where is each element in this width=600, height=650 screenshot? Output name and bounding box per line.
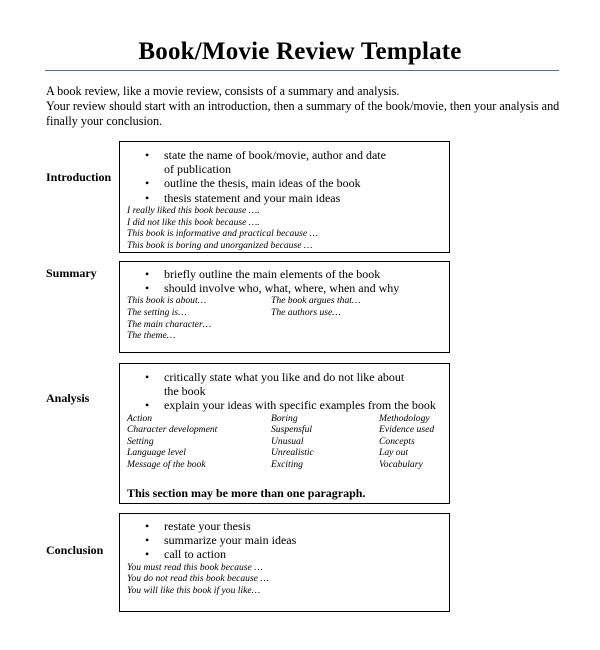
analysis-examples [120,413,449,471]
introduction-box [119,141,450,253]
example-phrase: The book argues that… [271,295,361,307]
example-phrase: Unusual [271,435,304,447]
list-item: • outline the thesis, main ideas of the book [120,176,449,190]
example-phrase: Action [127,412,153,424]
list-item: • state the name of book/movie, author and date of publication [120,148,449,176]
page-title: Book/Movie Review Template [138,38,462,65]
analysis-points [120,370,449,413]
summary-label: Summary [46,266,97,280]
list-item: • should involve who, what, where, when and why [120,281,449,295]
list-item: • call to action [120,547,449,561]
example-phrase: You do not read this book because … [127,573,269,585]
example-phrase: The authors use… [271,307,341,318]
introduction-label: Introduction [46,170,112,184]
list-item: • explain your ideas with specific examples from the book [120,398,449,412]
example-phrase: Evidence used [379,424,435,436]
conclusion-points [120,519,449,562]
example-phrase: Exciting [271,458,303,470]
example-phrase: Suspensful [271,424,313,436]
list-item: • critically state what you like and do not like about the book [120,370,449,398]
example-phrase: This book is about… [127,295,207,307]
list-item: • restate your thesis [120,519,449,533]
example-phrase: This book is informative and practical because … [127,228,319,240]
list-item: • briefly outline the main elements of the book [120,267,449,281]
example-phrase: The main character… [127,318,212,330]
summary-box [119,261,450,353]
intro-line: finally your conclusion. [46,114,163,128]
analysis-example-column [127,413,271,471]
summary-points [120,267,449,295]
analysis-note: This section may be more than one paragraph. [127,485,366,500]
example-phrase: Boring [271,412,298,424]
example-phrase: I did not like this book because …. [127,216,260,228]
summary-examples [120,295,449,341]
introduction-points [120,148,449,205]
conclusion-label: Conclusion [46,543,104,557]
example-phrase: The theme… [127,330,176,342]
example-phrase: You will like this book if you like… [127,585,261,597]
summary-example-column [271,295,360,341]
list-item: • thesis statement and your main ideas [120,191,449,205]
example-phrase: Message of the book [127,458,206,470]
analysis-example-column [379,413,434,471]
analysis-example-column [271,413,379,471]
list-item: • summarize your main ideas [120,533,449,547]
analysis-label: Analysis [46,391,90,405]
example-phrase: This book is boring and unorganized because … [127,240,313,252]
conclusion-box [119,513,450,612]
example-phrase: Concepts [379,435,415,447]
example-phrase: Character development [127,424,218,436]
intro-line: A book review, like a movie review, consists of a summary and analysis. [46,84,400,98]
intro-paragraph [46,84,566,129]
title-divider [45,70,559,71]
example-phrase: Lay out [379,447,409,459]
summary-example-column [127,295,271,341]
example-phrase: Setting [127,435,154,447]
intro-line: Your review should start with an introduction, then a summary of the book/movie, then your analysis and [46,99,560,113]
example-phrase: Unrealistic [271,447,314,459]
example-phrase: I really liked this book because …. [127,204,260,216]
example-phrase: Methodology [379,412,430,424]
example-phrase: You must read this book because … [127,561,263,573]
example-phrase: The setting is… [127,307,187,318]
example-phrase: Language level [127,447,186,459]
analysis-box [119,363,450,504]
example-phrase: Vocabulary [379,458,423,470]
